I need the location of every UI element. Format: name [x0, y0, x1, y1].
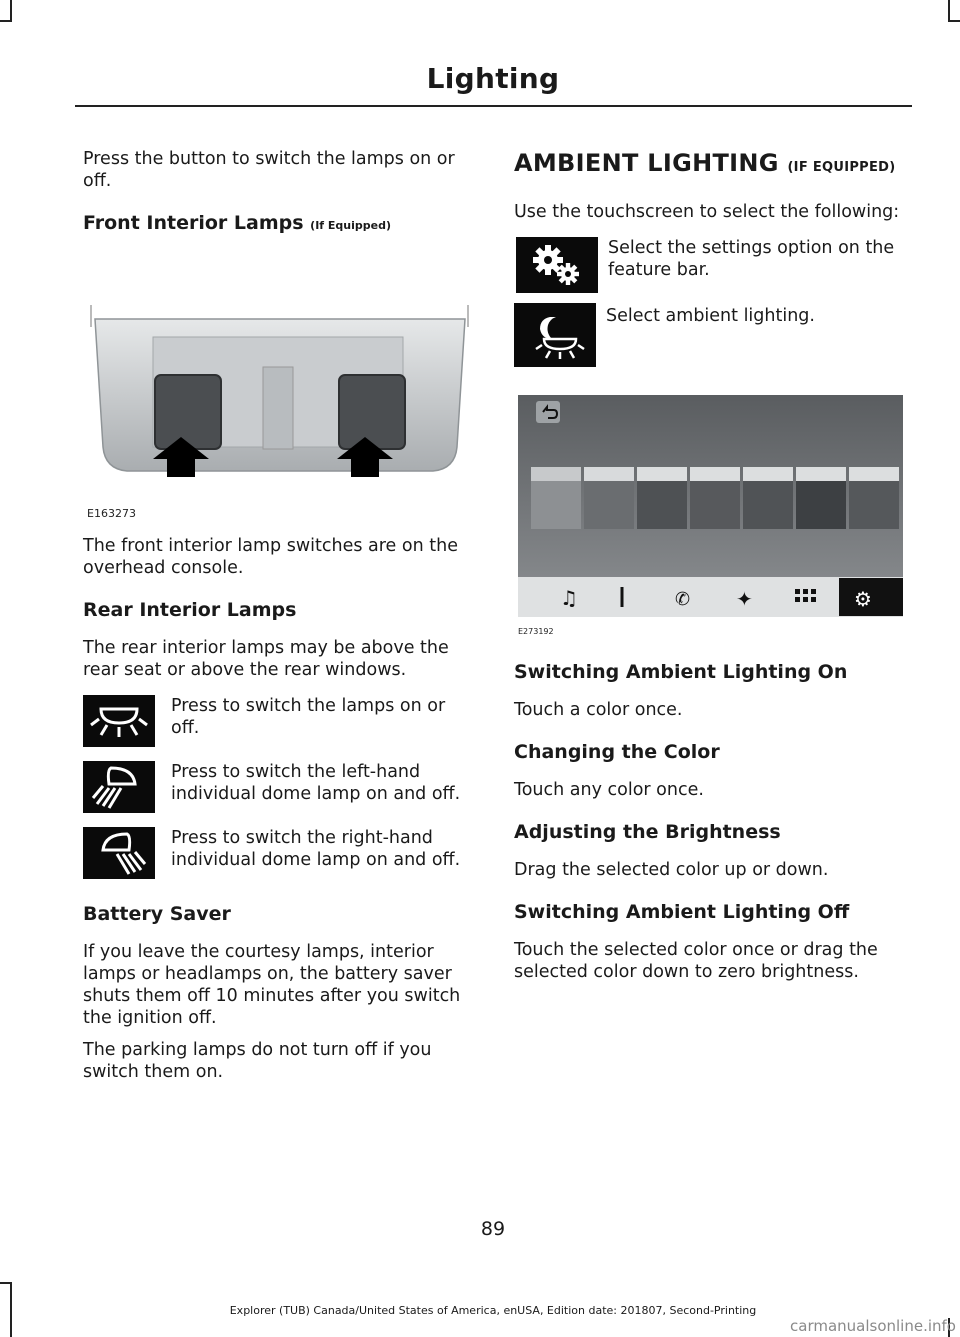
rear-lamp-text: Press to switch the right-hand individual dome lamp on and off. — [171, 828, 461, 870]
ambient-off-heading: Switching Ambient Lighting Off — [514, 901, 850, 923]
ambient-on-heading: Switching Ambient Lighting On — [514, 661, 848, 683]
color-swatches — [531, 467, 899, 529]
ambient-intro: Use the touchscreen to select the following: — [514, 202, 900, 222]
figure-id: E163273 — [87, 507, 136, 520]
rear-lamps-text: The rear interior lamps may be above the rear seat or above the rear windows. — [83, 638, 449, 680]
front-lamps-heading — [83, 210, 476, 239]
figure-id: E273192 — [518, 627, 554, 636]
parking-lamps-text: The parking lamps do not turn off if you switch them on. — [83, 1040, 432, 1082]
rear-lamp-row — [83, 695, 476, 747]
crop-mark — [948, 0, 950, 20]
overhead-console-illustration — [83, 257, 476, 519]
rear-lamp-row — [83, 761, 476, 813]
crop-mark — [0, 20, 12, 22]
rear-lamps-heading: Rear Interior Lamps — [83, 599, 297, 621]
battery-saver-heading: Battery Saver — [83, 903, 231, 925]
ambient-lighting-heading — [514, 148, 909, 183]
front-lamps-heading-text: Front Interior Lamps — [83, 212, 304, 234]
change-color-text: Touch any color once. — [514, 780, 704, 800]
svg-text:⚙: ⚙ — [854, 587, 872, 611]
overhead-console-figure — [83, 257, 476, 519]
ambient-lighting-heading-text: AMBIENT LIGHTING — [514, 149, 779, 177]
svg-text:✆: ✆ — [675, 589, 691, 610]
front-lamps-text: The front interior lamp switches are on the overhead console. — [83, 536, 458, 578]
svg-text:♫: ♫ — [560, 586, 578, 610]
left-column — [83, 148, 476, 1101]
svg-text:✦: ✦ — [736, 587, 753, 611]
ambient-step-text: Select the settings option on the feature bar. — [608, 238, 895, 280]
ambient-step-text: Select ambient lighting. — [606, 306, 815, 326]
ambient-step — [514, 303, 909, 367]
if-equipped-note: (If Equipped) — [310, 219, 392, 232]
touchscreen-figure — [514, 395, 909, 639]
ambient-screen-illustration — [514, 395, 909, 623]
brightness-heading: Adjusting the Brightness — [514, 821, 781, 843]
watermark: carmanualsonline.info — [790, 1317, 956, 1335]
rear-lamp-row — [83, 827, 476, 879]
page-title: Lighting — [426, 62, 560, 95]
ambient-on-text: Touch a color once. — [514, 700, 683, 720]
rear-lamp-text: Press to switch the left-hand individual dome lamp on and off. — [171, 762, 461, 804]
edition-line: Explorer (TUB) Canada/United States of America, enUSA, Edition date: 201807, Second-Printing — [229, 1304, 757, 1317]
ambient-off-text: Touch the selected color once or drag the selected color down to zero brightness. — [514, 940, 878, 982]
if-equipped-note: (IF EQUIPPED) — [787, 160, 896, 175]
settings-gears-icon — [516, 237, 598, 293]
brightness-text: Drag the selected color up or down. — [514, 860, 829, 880]
ambient-lighting-icon — [514, 303, 596, 367]
right-dome-lamp-icon — [83, 827, 155, 879]
crop-mark — [0, 1282, 12, 1284]
page-number: 89 — [480, 1218, 506, 1240]
intro-text: Press the button to switch the lamps on or off. — [83, 149, 455, 191]
crop-mark — [10, 0, 12, 20]
dome-lamp-icon — [83, 695, 155, 747]
crop-mark — [948, 20, 960, 22]
change-color-heading: Changing the Color — [514, 741, 720, 763]
left-dome-lamp-icon — [83, 761, 155, 813]
ambient-step — [514, 237, 909, 293]
header-rule — [75, 105, 912, 107]
rear-lamp-text: Press to switch the lamps on or off. — [171, 696, 446, 738]
battery-saver-text: If you leave the courtesy lamps, interior lamps or headlamps on, the battery saver shuts them off 10 minutes after you switch the ignition off. — [83, 942, 461, 1028]
right-column — [514, 148, 909, 1001]
